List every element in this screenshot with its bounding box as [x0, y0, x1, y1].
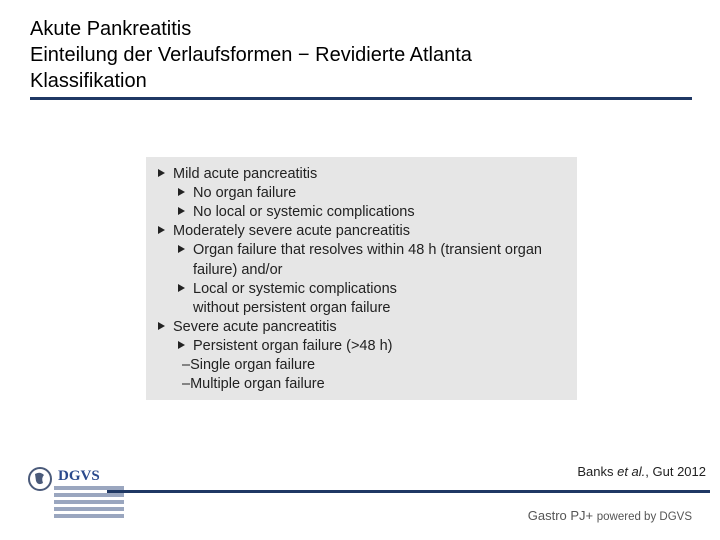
list-item-text: Severe acute pancreatitis: [173, 318, 337, 335]
list-item: [178, 184, 296, 203]
list-item: [158, 318, 337, 337]
list-item-text: –Single organ failure: [182, 357, 316, 373]
bullet-arrow-icon: [178, 188, 185, 196]
list-item: [178, 241, 542, 260]
list-item: [178, 280, 397, 299]
footer-brand: [528, 508, 692, 523]
citation-etal: et al.: [617, 464, 646, 479]
list-item: [193, 299, 390, 318]
title-divider: [30, 97, 692, 100]
list-item-text: Local or systemic complications: [193, 280, 397, 297]
list-item-text: No local or systemic complications: [193, 204, 415, 221]
footer-divider: [107, 490, 710, 493]
footer-brand-name: Gastro PJ+: [527, 508, 597, 523]
citation: [577, 464, 706, 479]
list-item: [182, 356, 315, 375]
list-item: [193, 261, 282, 280]
bullet-arrow-icon: [178, 341, 185, 349]
list-item-text: Mild acute pancreatitis: [173, 166, 318, 182]
list-item: [178, 203, 415, 222]
footer-powered-by: powered by DGVS: [596, 511, 692, 523]
bullet-arrow-icon: [158, 169, 165, 177]
list-item: [182, 375, 325, 394]
bullet-arrow-icon: [178, 284, 185, 292]
bullet-arrow-icon: [158, 322, 165, 330]
list-item-text: without persistent organ failure: [193, 299, 391, 316]
list-item: [158, 222, 410, 241]
list-item-text: Moderately severe acute pancreatitis: [173, 223, 410, 240]
classification-box: [146, 157, 577, 400]
slide-title-line-1: Akute Pankreatitis: [30, 18, 192, 40]
dgvs-logo: [28, 466, 128, 536]
list-item: [178, 337, 392, 356]
citation-source: , Gut 2012: [645, 464, 706, 479]
citation-author: Banks: [577, 464, 618, 479]
bullet-arrow-icon: [178, 207, 185, 215]
list-item-text: Persistent organ failure (>48 h): [193, 337, 393, 354]
list-item-text: –Multiple organ failure: [182, 376, 325, 393]
slide-title: [30, 16, 692, 94]
list-item-text: failure) and/or: [193, 261, 283, 278]
slide-title-line-2: Einteilung der Verlaufsformen − Revidierte Atlanta: [30, 44, 472, 66]
slide-title-line-3: Klassifikation: [30, 70, 147, 92]
logo-name: DGVS: [58, 468, 100, 484]
list-item-text: Organ failure that resolves within 48 h (transient organ: [193, 242, 542, 259]
bullet-arrow-icon: [158, 226, 165, 234]
bullet-arrow-icon: [178, 245, 185, 253]
list-item: [158, 165, 317, 184]
list-item-text: No organ failure: [193, 185, 297, 202]
dgvs-seal-icon: [28, 466, 52, 492]
